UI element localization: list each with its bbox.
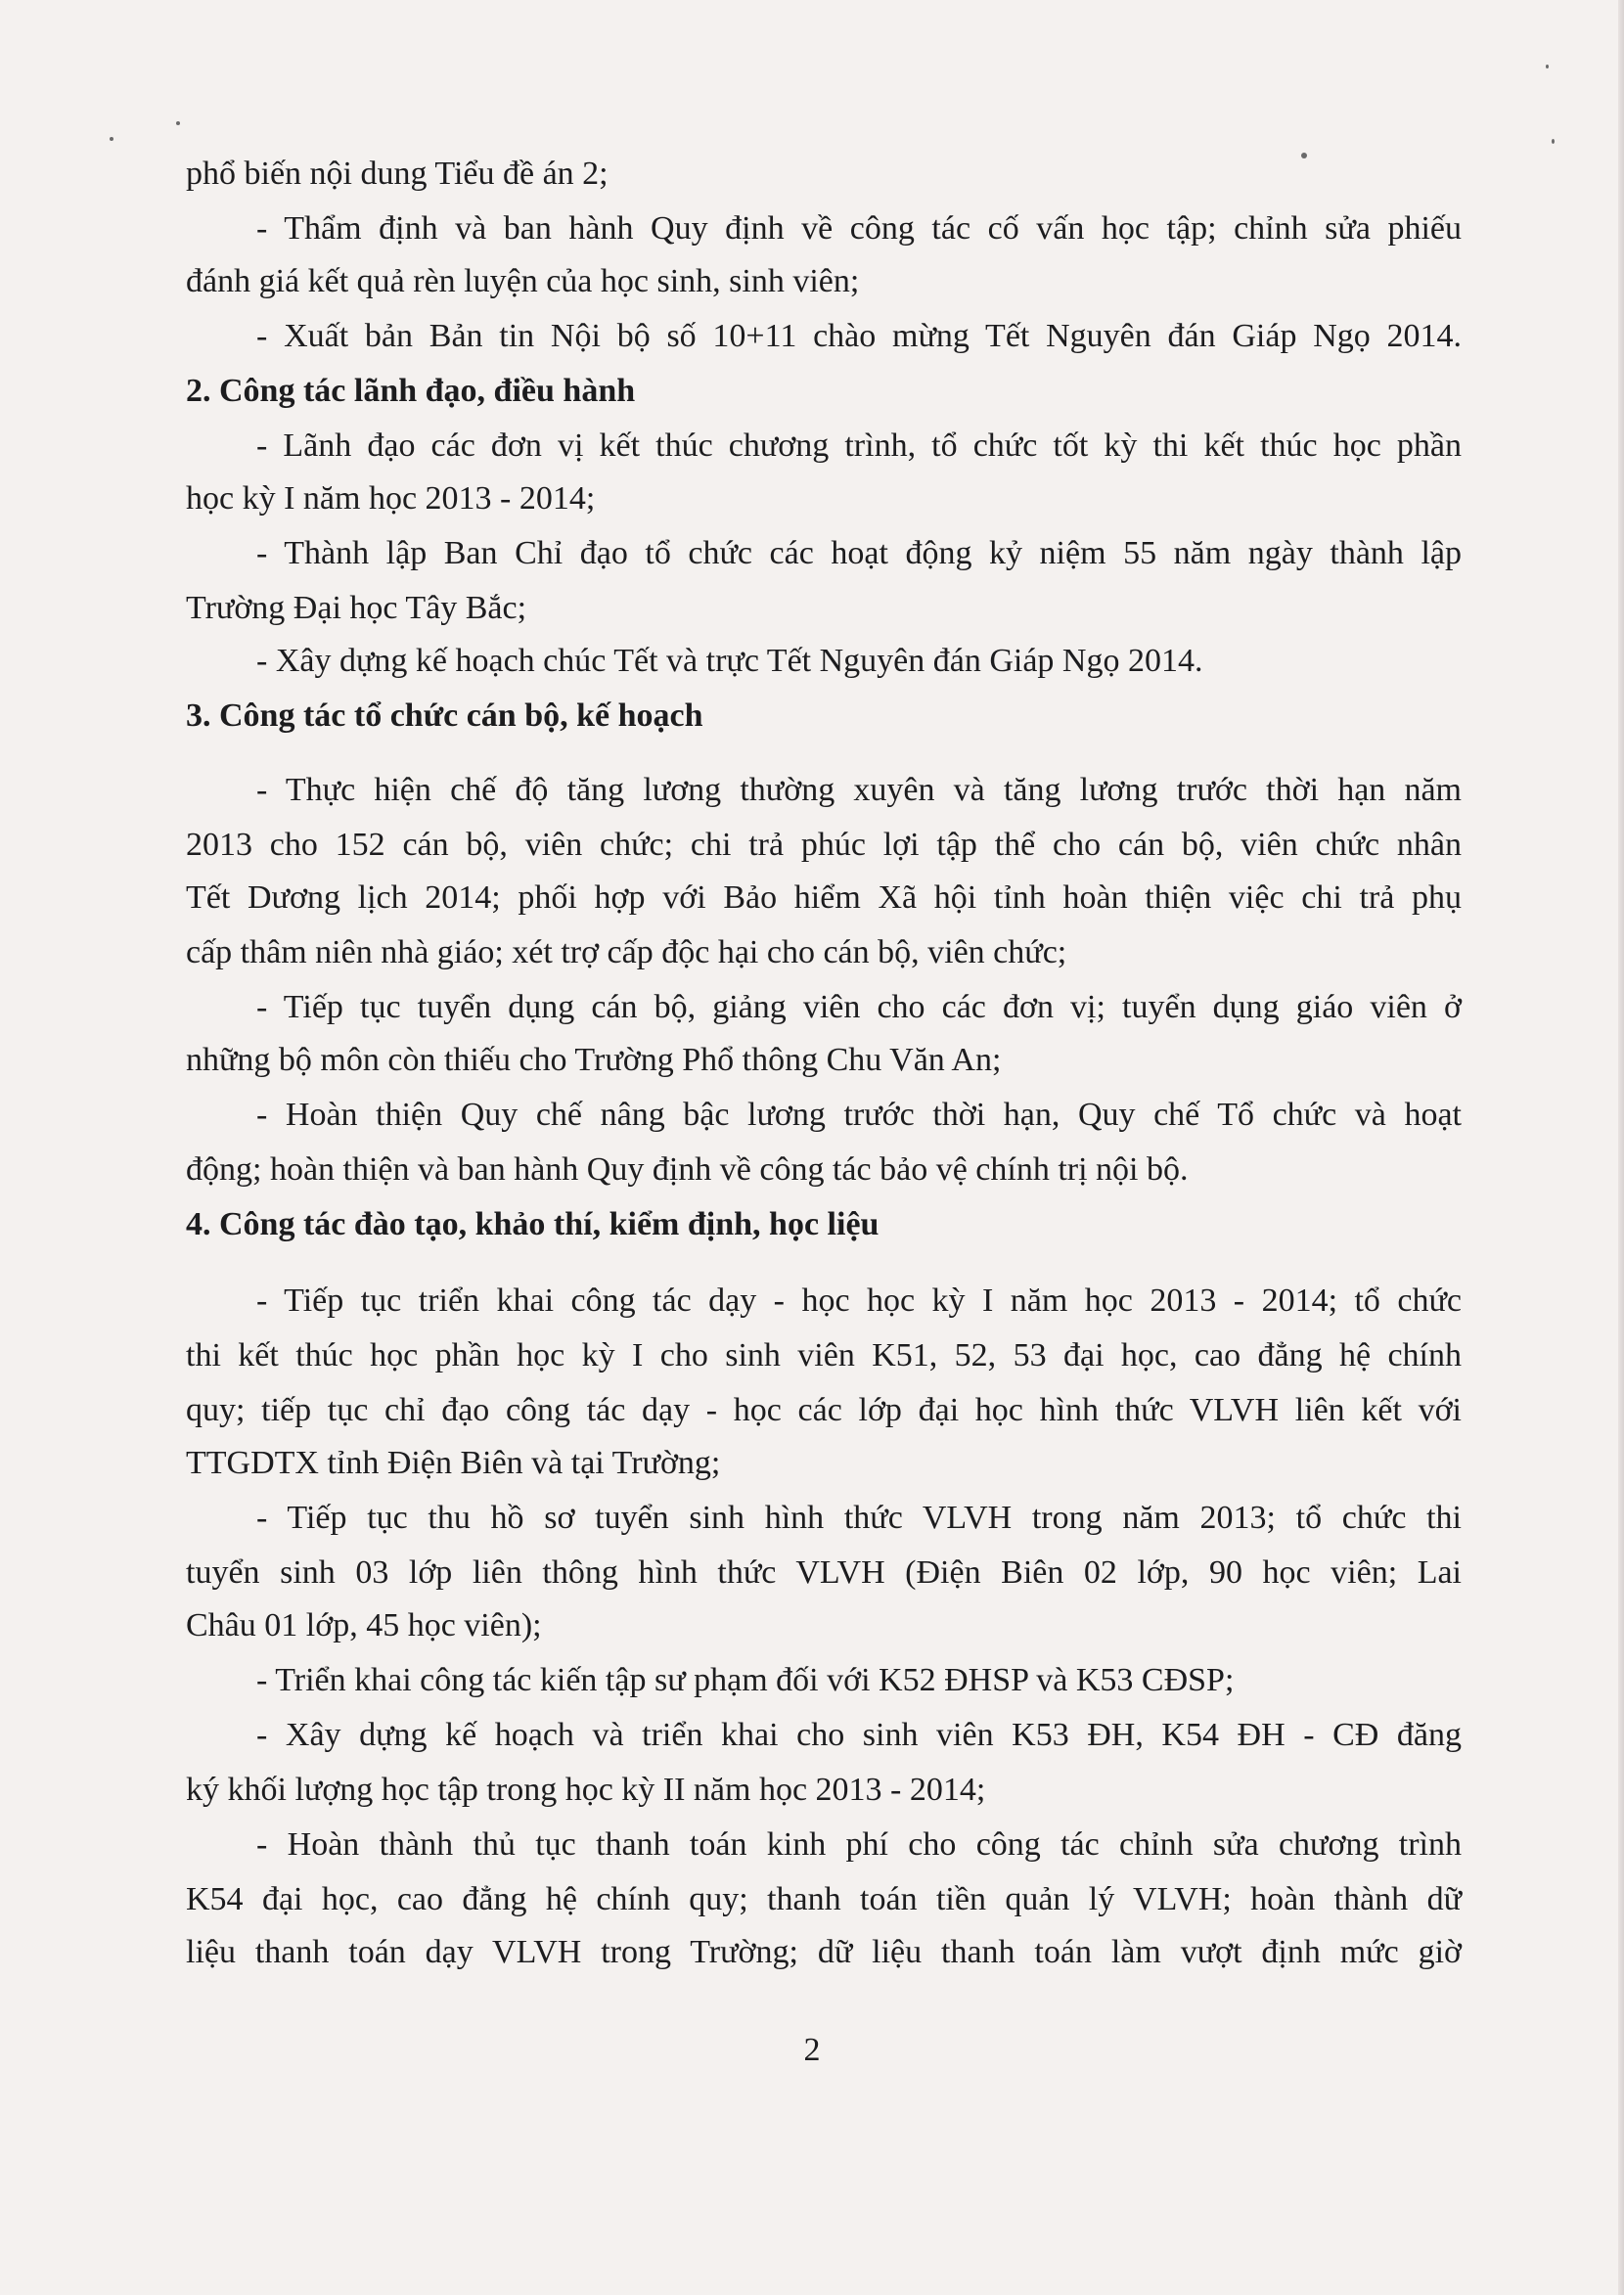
text-line: phổ biến nội dung Tiểu đề án 2; xyxy=(186,156,609,192)
text-line: - Xây dựng kế hoạch và triển khai cho sinh viên K53 ĐH, K54 ĐH - CĐ đăng xyxy=(256,1717,1462,1753)
text-line: - Tiếp tục triển khai công tác dạy - học học kỳ I năm học 2013 - 2014; tổ chức xyxy=(256,1282,1462,1319)
scan-edge xyxy=(1618,0,1624,2295)
scan-speck xyxy=(110,137,113,141)
text-line: Tết Dương lịch 2014; phối hợp với Bảo hiểm Xã hội tỉnh hoàn thiện việc chi trả phụ xyxy=(186,879,1462,916)
text-line: cấp thâm niên nhà giáo; xét trợ cấp độc hại cho cán bộ, viên chức; xyxy=(186,934,1067,970)
section-heading: 2. Công tác lãnh đạo, điều hành xyxy=(186,373,636,409)
text-line: động; hoàn thiện và ban hành Quy định về công tác bảo vệ chính trị nội bộ. xyxy=(186,1151,1189,1188)
text-line: - Tiếp tục thu hồ sơ tuyển sinh hình thức VLVH trong năm 2013; tổ chức thi xyxy=(256,1500,1462,1536)
text-line: quy; tiếp tục chỉ đạo công tác dạy - học các lớp đại học hình thức VLVH liên kết với xyxy=(186,1392,1462,1428)
text-line: tuyển sinh 03 lớp liên thông hình thức VLVH (Điện Biên 02 lớp, 90 học viên; Lai xyxy=(186,1554,1462,1591)
page-number: 2 xyxy=(803,2032,821,2068)
text-line: những bộ môn còn thiếu cho Trường Phổ thông Chu Văn An; xyxy=(186,1042,1002,1078)
text-line: ký khối lượng học tập trong học kỳ II năm học 2013 - 2014; xyxy=(186,1772,986,1808)
text-line: 2013 cho 152 cán bộ, viên chức; chi trả phúc lợi tập thể cho cán bộ, viên chức nhân xyxy=(186,827,1462,863)
text-line: Châu 01 lớp, 45 học viên); xyxy=(186,1607,542,1643)
text-line: - Thực hiện chế độ tăng lương thường xuyên và tăng lương trước thời hạn năm xyxy=(256,772,1462,808)
text-line: - Thành lập Ban Chỉ đạo tổ chức các hoạt động kỷ niệm 55 năm ngày thành lập xyxy=(256,535,1462,571)
scan-speck xyxy=(176,121,180,125)
section-heading: 4. Công tác đào tạo, khảo thí, kiểm định, học liệu xyxy=(186,1206,880,1242)
text-line: thi kết thúc học phần học kỳ I cho sinh viên K51, 52, 53 đại học, cao đẳng hệ chính xyxy=(186,1337,1462,1373)
section-heading: 3. Công tác tổ chức cán bộ, kế hoạch xyxy=(186,698,703,734)
text-line: - Lãnh đạo các đơn vị kết thúc chương trình, tổ chức tốt kỳ thi kết thúc học phần xyxy=(256,428,1462,464)
scan-speck xyxy=(1301,153,1307,158)
text-line: - Tiếp tục tuyển dụng cán bộ, giảng viên cho các đơn vị; tuyển dụng giáo viên ở xyxy=(256,989,1462,1025)
text-line: K54 đại học, cao đẳng hệ chính quy; thanh toán tiền quản lý VLVH; hoàn thành dữ xyxy=(186,1881,1462,1917)
text-line: - Xuất bản Bản tin Nội bộ số 10+11 chào mừng Tết Nguyên đán Giáp Ngọ 2014. xyxy=(256,318,1462,354)
text-line: - Thẩm định và ban hành Quy định về công tác cố vấn học tập; chỉnh sửa phiếu xyxy=(256,210,1462,247)
text-line: Trường Đại học Tây Bắc; xyxy=(186,590,527,626)
text-line: học kỳ I năm học 2013 - 2014; xyxy=(186,480,596,517)
text-line: - Xây dựng kế hoạch chúc Tết và trực Tết Nguyên đán Giáp Ngọ 2014. xyxy=(256,643,1203,679)
text-line: đánh giá kết quả rèn luyện của học sinh, sinh viên; xyxy=(186,263,860,299)
text-line: TTGDTX tỉnh Điện Biên và tại Trường; xyxy=(186,1445,721,1481)
scan-speck xyxy=(1546,65,1549,68)
text-line: liệu thanh toán dạy VLVH trong Trường; dữ liệu thanh toán làm vượt định mức giờ xyxy=(186,1934,1462,1970)
text-line: - Hoàn thiện Quy chế nâng bậc lương trước thời hạn, Quy chế Tổ chức và hoạt xyxy=(256,1097,1462,1133)
text-line: - Triển khai công tác kiến tập sư phạm đối với K52 ĐHSP và K53 CĐSP; xyxy=(256,1662,1235,1698)
scan-speck xyxy=(1552,139,1555,144)
text-line: - Hoàn thành thủ tục thanh toán kinh phí cho công tác chỉnh sửa chương trình xyxy=(256,1826,1462,1863)
